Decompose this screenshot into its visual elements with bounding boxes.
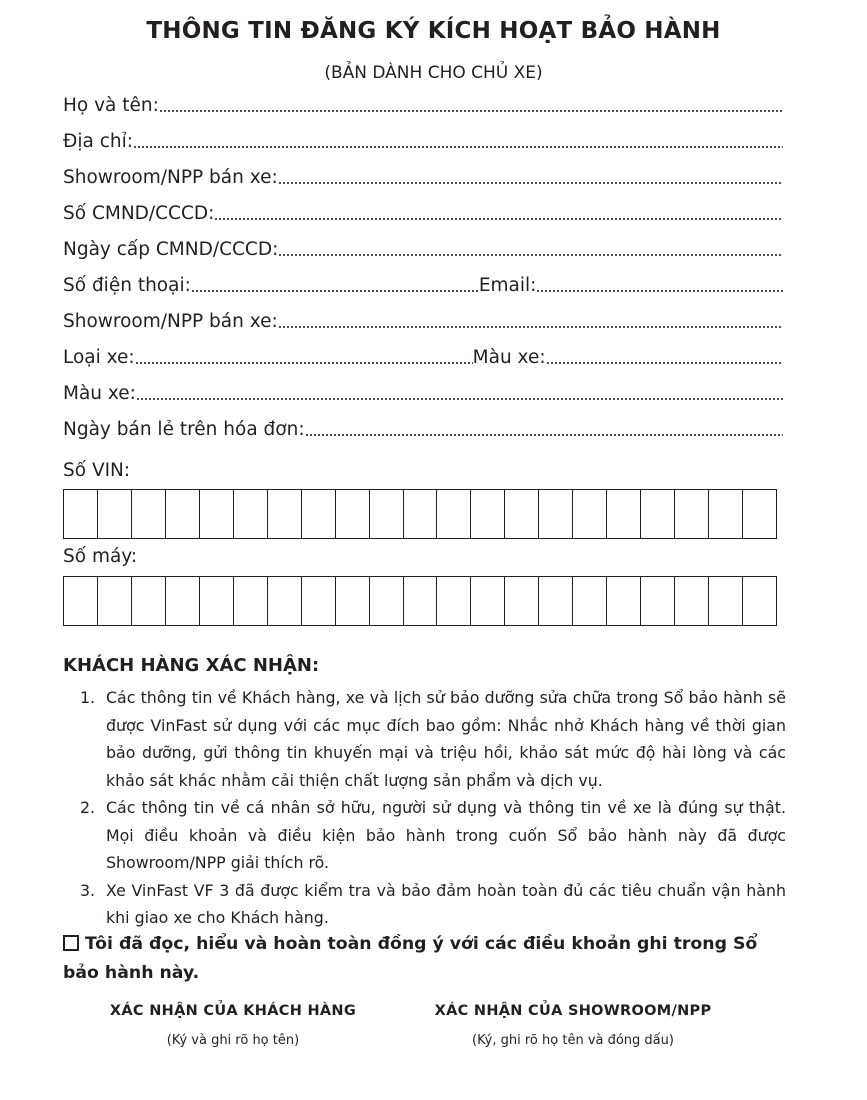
engine-number-label: Số máy:: [63, 546, 138, 567]
vin-cell[interactable]: [64, 490, 98, 538]
full-name-line[interactable]: [159, 106, 783, 113]
list-item: [80, 877, 786, 932]
engine-number-cell[interactable]: [641, 577, 675, 625]
full-name-field[interactable]: [63, 92, 783, 118]
color-line-1[interactable]: [546, 358, 783, 365]
confirmation-heading: KHÁCH HÀNG XÁC NHẬN:: [63, 655, 320, 676]
engine-number-grid[interactable]: [63, 576, 777, 626]
engine-number-cell[interactable]: [370, 577, 404, 625]
showroom-label-1: Showroom/NPP bán xe:: [63, 166, 278, 188]
vehicle-type-line[interactable]: [135, 358, 473, 365]
vin-cell[interactable]: [166, 490, 200, 538]
engine-number-cell[interactable]: [505, 577, 539, 625]
id-issue-date-label: Ngày cấp CMND/CCCD:: [63, 238, 279, 260]
form-subtitle: (BẢN DÀNH CHO CHỦ XE): [324, 63, 543, 83]
id-issue-date-field[interactable]: [63, 236, 783, 262]
vin-cell[interactable]: [709, 490, 743, 538]
showroom-field-1[interactable]: [63, 164, 783, 190]
phone-line[interactable]: [191, 286, 479, 293]
form-title: THÔNG TIN ĐĂNG KÝ KÍCH HOẠT BẢO HÀNH: [146, 18, 721, 44]
agreement-text: Tôi đã đọc, hiểu và hoàn toàn đồng ý với các điều khoản ghi trong Sổ bảo hành này.: [63, 934, 758, 983]
engine-number-cell[interactable]: [166, 577, 200, 625]
vin-cell[interactable]: [471, 490, 505, 538]
showroom-line-1[interactable]: [278, 178, 783, 185]
vin-cell[interactable]: [132, 490, 166, 538]
id-issue-date-line[interactable]: [278, 250, 783, 257]
engine-number-cell[interactable]: [336, 577, 370, 625]
vin-cell[interactable]: [336, 490, 370, 538]
address-field[interactable]: [63, 128, 783, 154]
vin-cell[interactable]: [370, 490, 404, 538]
vin-cell[interactable]: [641, 490, 675, 538]
engine-number-cell[interactable]: [302, 577, 336, 625]
engine-number-cell[interactable]: [404, 577, 438, 625]
engine-number-cell[interactable]: [132, 577, 166, 625]
engine-number-cell[interactable]: [234, 577, 268, 625]
id-number-field[interactable]: [63, 200, 783, 226]
engine-number-cell[interactable]: [437, 577, 471, 625]
agreement-statement: [63, 930, 787, 988]
engine-number-cell[interactable]: [268, 577, 302, 625]
invoice-date-field[interactable]: [63, 416, 783, 442]
engine-number-cell[interactable]: [471, 577, 505, 625]
engine-number-cell[interactable]: [709, 577, 743, 625]
vin-cell[interactable]: [98, 490, 132, 538]
customer-signature-note: (Ký và ghi rõ họ tên): [166, 1033, 300, 1048]
id-number-line[interactable]: [214, 214, 783, 221]
term-number: 1.: [80, 688, 96, 707]
vin-cell[interactable]: [302, 490, 336, 538]
vin-label: Số VIN:: [63, 460, 131, 481]
full-name-label: Họ và tên:: [63, 94, 159, 116]
showroom-field-2[interactable]: [63, 308, 783, 334]
term-text: Các thông tin về cá nhân sở hữu, người sử dụng và thông tin về xe là đúng sự thật. Mọi điều khoản và điều kiện bảo hành trong cuốn Sổ bảo hành này đã được Showroom/NPP giải thích rõ.: [106, 798, 786, 872]
customer-signature-title: XÁC NHẬN CỦA KHÁCH HÀNG: [109, 1003, 357, 1019]
term-text: Các thông tin về Khách hàng, xe và lịch sử bảo dưỡng sửa chữa trong Sổ bảo hành sẽ được VinFast sử dụng với các mục đích bao gồm: Nhắc nhở Khách hàng về thời gian bảo dưỡng, gửi thông tin khuyến mại và triệu hồi, khảo sát mức độ hài lòng và các khảo sát khác nhằm cải thiện chất lượng sản phẩm và dịch vụ.: [106, 688, 786, 790]
email-label: Email:: [478, 274, 537, 296]
engine-number-cell[interactable]: [675, 577, 709, 625]
invoice-date-label: Ngày bán lẻ trên hóa đơn:: [63, 418, 305, 440]
engine-number-cell[interactable]: [743, 577, 776, 625]
showroom-label-2: Showroom/NPP bán xe:: [63, 310, 278, 332]
vin-cell[interactable]: [200, 490, 234, 538]
vehicle-type-label: Loại xe:: [63, 346, 135, 368]
id-number-label: Số CMND/CCCD:: [63, 202, 215, 224]
vin-cell[interactable]: [268, 490, 302, 538]
vin-cell[interactable]: [607, 490, 641, 538]
engine-number-cell[interactable]: [64, 577, 98, 625]
phone-label: Số điện thoại:: [63, 274, 191, 296]
engine-number-cell[interactable]: [607, 577, 641, 625]
terms-list: [80, 684, 786, 932]
engine-number-cell[interactable]: [539, 577, 573, 625]
vin-cell[interactable]: [539, 490, 573, 538]
invoice-date-line[interactable]: [305, 430, 783, 437]
term-number: 2.: [80, 798, 96, 817]
showroom-line-2[interactable]: [278, 322, 783, 329]
address-label: Địa chỉ:: [63, 130, 133, 152]
color-line-2[interactable]: [136, 394, 783, 401]
showroom-signature-block: [420, 1003, 726, 1048]
vin-grid[interactable]: [63, 489, 777, 539]
address-line[interactable]: [133, 142, 783, 149]
showroom-signature-note: (Ký, ghi rõ họ tên và đóng dấu): [472, 1033, 674, 1048]
color-label-2: Màu xe:: [63, 382, 136, 404]
engine-number-cell[interactable]: [200, 577, 234, 625]
customer-signature-block: [100, 1003, 366, 1048]
vin-cell[interactable]: [573, 490, 607, 538]
term-text: Xe VinFast VF 3 đã được kiểm tra và bảo đảm hoàn toàn đủ các tiêu chuẩn vận hành khi giao xe cho Khách hàng.: [106, 880, 786, 927]
showroom-signature-title: XÁC NHẬN CỦA SHOWROOM/NPP: [434, 1003, 712, 1019]
vin-cell[interactable]: [743, 490, 776, 538]
color-field-2[interactable]: [63, 380, 783, 406]
color-label-1: Màu xe:: [472, 346, 546, 368]
phone-email-field[interactable]: [63, 272, 783, 298]
term-number: 3.: [80, 880, 96, 900]
list-item: [80, 794, 786, 877]
vin-cell[interactable]: [404, 490, 438, 538]
engine-number-cell[interactable]: [573, 577, 607, 625]
engine-number-cell[interactable]: [98, 577, 132, 625]
vin-cell[interactable]: [675, 490, 709, 538]
vehicle-type-color-field[interactable]: [63, 344, 783, 370]
list-item: [80, 684, 786, 794]
vin-cell[interactable]: [234, 490, 268, 538]
vin-cell[interactable]: [437, 490, 471, 538]
agree-checkbox[interactable]: [63, 935, 79, 951]
email-line[interactable]: [536, 286, 783, 293]
vin-cell[interactable]: [505, 490, 539, 538]
